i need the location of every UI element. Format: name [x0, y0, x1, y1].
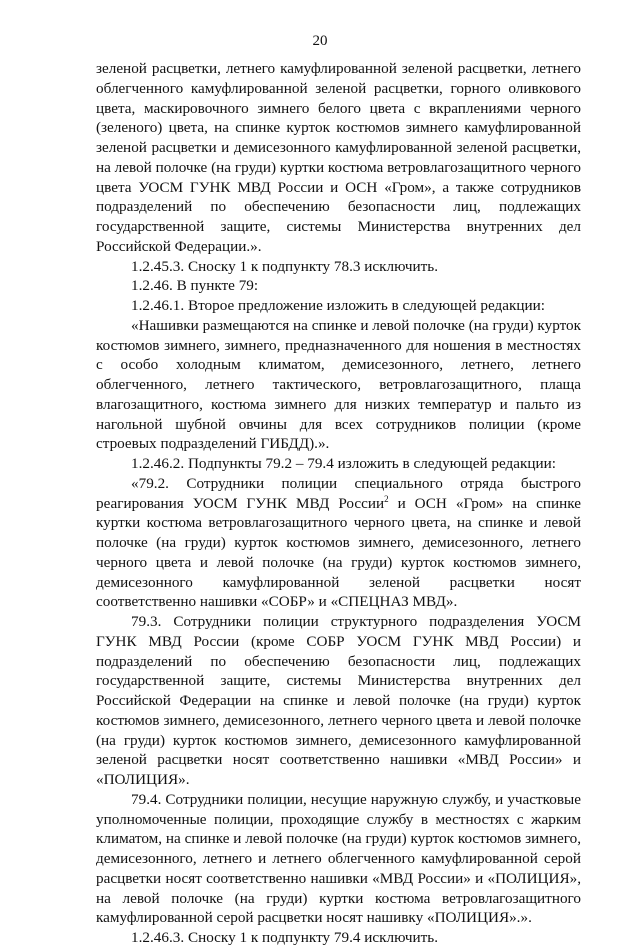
paragraph-1-2-46-2: 1.2.46.2. Подпункты 79.2 – 79.4 изложить в следующей редакции:: [131, 455, 556, 472]
paragraph-79-2: [96, 474, 581, 612]
paragraph-1-2-46: 1.2.46. В пункте 79:: [131, 277, 259, 295]
paragraph-patches-placement: «Нашивки размещаются на спинке и левой полочке (на груди) курток костюмов зимнего, зимнего, предназначенного для ношения в местностях с особо холодным климатом, демисезонного, летнего, летнего облегченного, летнего тактического, ветровлагозащитного, плаща влагозащитного, костюма зимнего для низких температур и пальто из нагольной шубной овчины для всех сотрудников полиции (кроме строевых подразделений ГИБДД).».: [96, 316, 581, 453]
paragraph-79-2-text-after: и ОСН «Гром» на спинке куртки костюма ветровлагозащитного черного цвета, на спинке и левой полочке (на груди) курток костюмов зимнего, демисезонного, летнего черного цвета и левой полочке (на груди) курток костюмов зимнего, демисезонного камуфлированной зеленой расцветки носят соответственно нашивки «СОБР» и «СПЕЦНАЗ МВД».: [96, 494, 581, 611]
footnote-marker: 2: [384, 493, 389, 504]
document-body: [96, 59, 581, 948]
paragraph-79-4: 79.4. Сотрудники полиции, несущие наружную службу, и участковые уполномоченные полиции, проходящие службу в местностях с жарким климатом, на спинке и левой полочке (на груди) курток костюмов зимнего, демисезонного, летнего и летнего облегченного камуфлированной серой расцветки носят соответственно нашивки «МВД России» и «ПОЛИЦИЯ», на левой полочке (на груди) куртки костюма ветровлагозащитного камуфлированной серой расцветки носят нашивку «ПОЛИЦИЯ».».: [96, 790, 581, 927]
paragraph-1-2-46-1: 1.2.46.1. Второе предложение изложить в следующей редакции:: [131, 297, 545, 314]
paragraph-1-2-45-3: 1.2.45.3. Сноску 1 к подпункту 78.3 исключить.: [131, 257, 439, 275]
paragraph-continuation: зеленой расцветки, летнего камуфлированной зеленой расцветки, летнего облегченного камуфлированной зеленой расцветки, горного оливкового цвета, маскировочного зимнего белого цвета с вкраплениями черного (зеленого) цвета, на спинке курток костюмов зимнего камуфлированной зеленой расцветки и демисезонного камуфлированной зеленой расцветки, на левой полочке (на груди) куртки костюма ветровлагозащитного черного цвета УОСМ ГУНК МВД России и ОСН «Гром», а также сотрудников подразделений по обеспечению безопасности лиц, подлежащих государственной защите, системы Министерства внутренних дел Российской Федерации.».: [96, 60, 581, 255]
paragraph-1-2-46-3: 1.2.46.3. Сноску 1 к подпункту 79.4 исключить.: [131, 929, 439, 946]
page-number: 20: [312, 33, 328, 49]
paragraph-79-2-text-before: «79.2. Сотрудники полиции специального отряда быстрого реагирования УОСМ ГУНК МВД России: [96, 474, 581, 512]
paragraph-79-3: 79.3. Сотрудники полиции структурного подразделения УОСМ ГУНК МВД России (кроме СОБР УОСМ ГУНК МВД России) и подразделений по обеспечению безопасности лиц, подлежащих государственной защите, системы Министерства внутренних дел Российской Федерации на спинке и левой полочке (на груди) курток костюмов зимнего, демисезонного, летнего черного цвета и левой полочке (на груди) курток костюмов зимнего, демисезонного камуфлированной зеленой расцветки носят соответственно нашивки «МВД России» и «ПОЛИЦИЯ».: [96, 613, 581, 788]
